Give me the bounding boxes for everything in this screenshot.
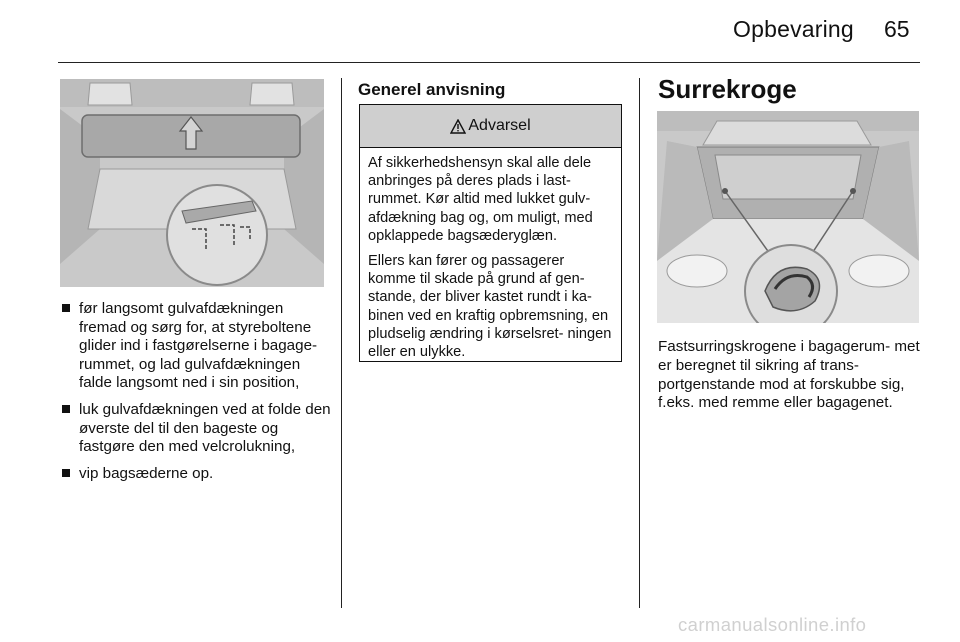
bullet-square-icon <box>62 469 70 477</box>
bullet-square-icon <box>62 405 70 413</box>
warning-box <box>359 104 622 362</box>
page-number: 65 <box>884 16 910 42</box>
warning-paragraph: Af sikkerhedshensyn skal alle dele anbringes på deres plads i last- rummet. Kør altid med lukket gulv- afdækning bag og, om muligt, med opklappede bagsæderyglæn. <box>368 155 593 244</box>
floor-cover-drawing <box>60 79 324 287</box>
lashing-eyes-description: Fastsurringskrogene i bagagerum- met er beregnet til sikring af trans- portgenstande mod at forskubbe sig, f.eks. med remme eller bagagenet. <box>658 338 920 412</box>
instruction-list <box>62 300 332 491</box>
list-item <box>62 401 332 457</box>
bullet-square-icon <box>62 304 70 312</box>
list-item-text: vip bagsæderne op. <box>79 464 214 482</box>
warning-header <box>360 105 621 148</box>
page-header-title: Opbevaring <box>733 16 854 42</box>
header-divider <box>58 62 920 63</box>
section-heading-general: Generel anvisning <box>358 80 506 99</box>
list-item-text: luk gulvafdækningen ved at folde den øverste del til den bageste og fastgøre den med velcrolukning, <box>79 400 331 456</box>
column-divider-2 <box>639 78 640 608</box>
warning-triangle-icon <box>450 119 466 134</box>
section-heading-lashing-eyes: Surrekroge <box>658 74 797 104</box>
warning-body <box>360 148 621 361</box>
warning-title: Advarsel <box>468 117 531 134</box>
warning-paragraph: Ellers kan fører og passagerer komme til skade på grund af gen- stande, der bliver kastet rundt i ka- binen ved en kraftig opbremsning, en pludselig ændring i kørselsret- ningen eller en ulykke. <box>368 253 612 361</box>
watermark-text: carmanualsonline.info <box>678 614 867 635</box>
list-item <box>62 300 332 393</box>
list-item <box>62 465 332 484</box>
lashing-eyes-illustration <box>657 111 919 323</box>
column-divider-1 <box>341 78 342 608</box>
floor-cover-illustration <box>60 79 324 287</box>
list-item-text: før langsomt gulvafdækningen fremad og sørg for, at styreboltene glider ind i fastgørelserne i bagage- rummet, og lad gulvafdækningen falde langsomt ned i sin position, <box>79 300 318 392</box>
lashing-eyes-drawing <box>657 111 919 323</box>
